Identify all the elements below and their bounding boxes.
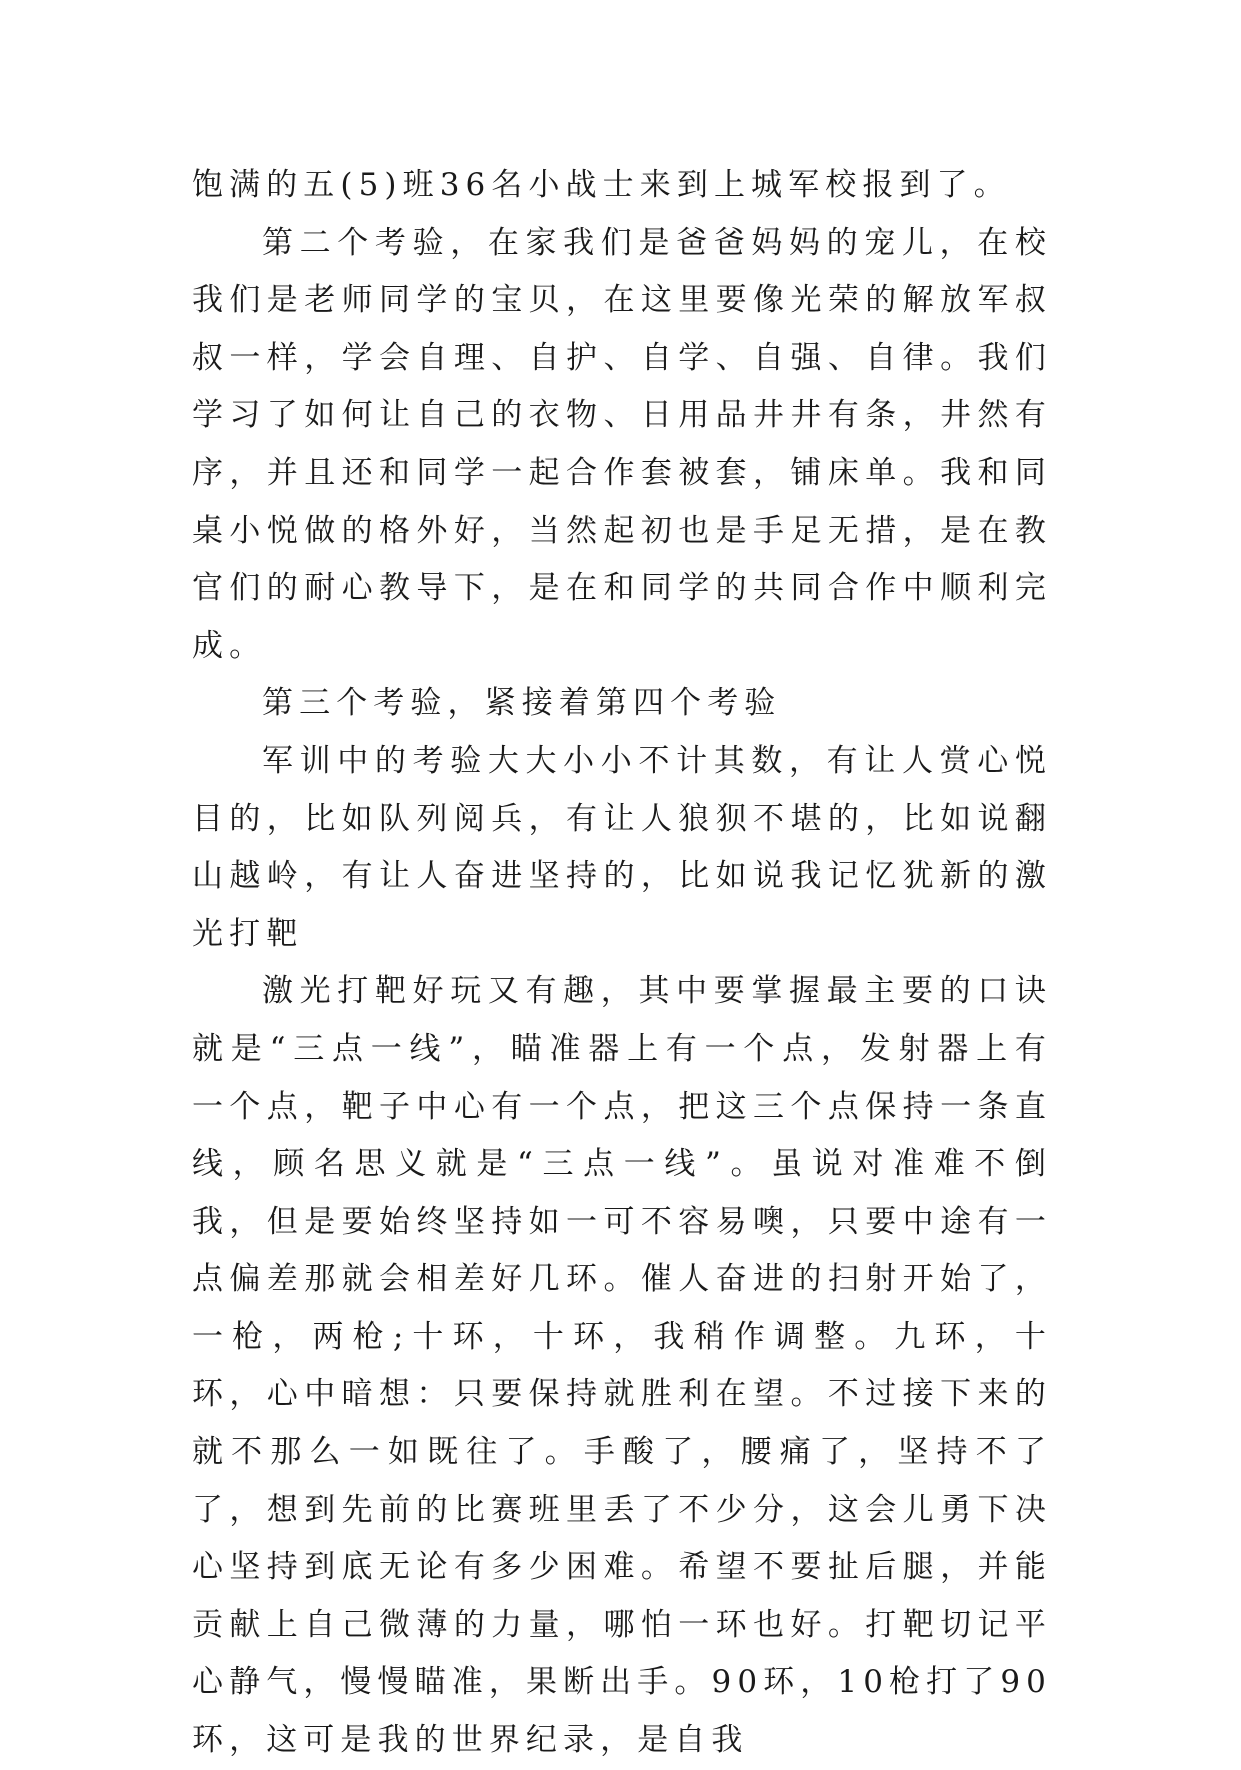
paragraph-3: 第三个考验，紧接着第四个考验 [262,685,782,722]
paragraph-4: 军训中的考验大大小小不计其数，有让人赏心悦目的，比如队列阅兵，有让人狼狈不堪的，比如说翻山越岭，有让人奋进坚持的，比如说我记忆犹新的激光打靶 [192,742,1052,952]
paragraph-1: 饱满的五(5)班36名小战士来到上城军校报到了。 [192,167,1011,203]
paragraph-2: 第二个考验，在家我们是爸爸妈妈的宠儿，在校我们是老师同学的宝贝，在这里要像光荣的解放军叔叔一样，学会自理、自护、自学、自强、自律。我们学习了如何让自己的衣物、日用品井井有条，井然有序，并且还和同学一起合作套被套，铺床单。我和同桌小悦做的格外好，当然起初也是手足无措，是在教官们的耐心教导下，是在和同学的共同合作中顺利完成。 [192,224,1052,664]
paragraph-5: 激光打靶好玩又有趣，其中要掌握最主要的口诀就是“三点一线”，瞄准器上有一个点，发射器上有一个点，靶子中心有一个点，把这三个点保持一条直线，顾名思义就是“三点一线”。虽说对准难不倒我，但是要始终坚持如一可不容易噢，只要中途有一点偏差那就会相差好几环。催人奋进的扫射开始了，一枪，两枪;十环，十环，我稍作调整。九环，十环，心中暗想：只要保持就胜利在望。不过接下来的就不那么一如既往了。手酸了，腰痛了，坚持不了了，想到先前的比赛班里丢了不少分，这会儿勇下决心坚持到底无论有多少困难。希望不要扯后腿，并能贡献上自己微薄的力量，哪怕一环也好。打靶切记平心静气，慢慢瞄准，果断出手。90环，10枪打了90环，这可是我的世界纪录，是自我 [192,973,1052,1759]
body-text [192,157,1052,1770]
